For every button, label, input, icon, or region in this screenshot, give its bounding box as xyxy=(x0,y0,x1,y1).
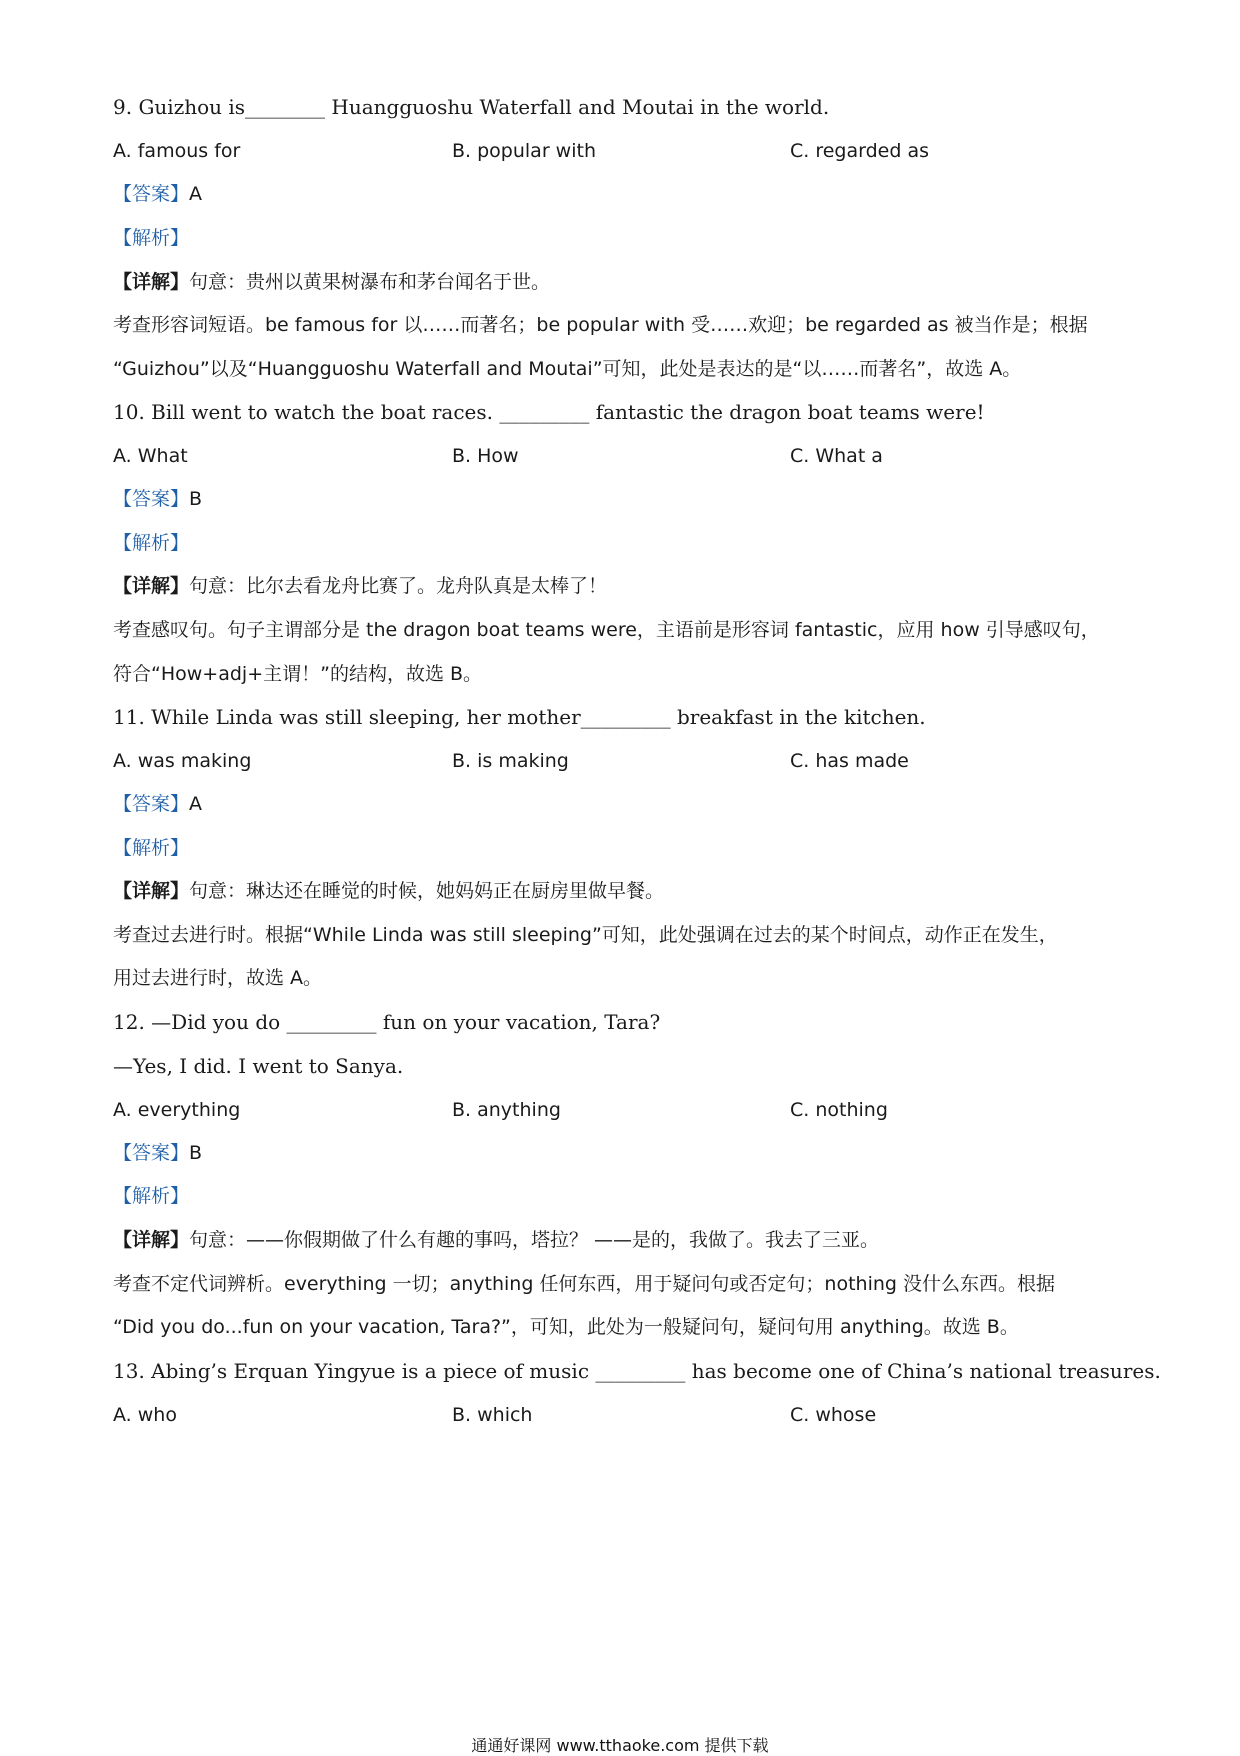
detail-text: 句意：比尔去看龙舟比赛了。龙舟队真是太棒了！ xyxy=(189,575,608,597)
answer-value: B xyxy=(189,1142,203,1164)
question-9-option-c: C. regarded as xyxy=(790,140,930,162)
answer-value: A xyxy=(189,183,203,205)
question-11-answer xyxy=(113,792,202,816)
question-11-detail xyxy=(113,879,664,903)
answer-value: B xyxy=(189,488,203,510)
page-footer: 通通好课网 www.tthaoke.com 提供下载 xyxy=(471,1736,769,1755)
question-11-explanation-line-2: 用过去进行时，故选 A。 xyxy=(113,967,323,989)
question-9-explanation-line-2: “Guizhou”以及“Huangguoshu Waterfall and Moutai”可知，此处是表达的是“以……而著名”，故选 A。 xyxy=(113,358,1022,380)
question-10-answer xyxy=(113,487,202,511)
question-12-answer xyxy=(113,1141,202,1165)
question-13-option-c: C. whose xyxy=(790,1404,877,1426)
question-10-option-a: A. What xyxy=(113,445,188,467)
question-12-explanation-line-1: 考查不定代词辨析。everything 一切；anything 任何东西，用于疑问句或否定句；nothing 没什么东西。根据 xyxy=(113,1273,1056,1295)
detail-text: 句意：——你假期做了什么有趣的事吗，塔拉？ ——是的，我做了。我去了三亚。 xyxy=(189,1229,880,1251)
question-12-stem: 12. —Did you do _________ fun on your vacation, Tara? xyxy=(113,1010,661,1034)
question-10-explanation-line-1: 考查感叹句。句子主谓部分是 the dragon boat teams were，主语前是形容词 fantastic，应用 how 引导感叹句， xyxy=(113,619,1100,641)
question-11-explanation-line-1: 考查过去进行时。根据“While Linda was still sleeping”可知，此处强调在过去的某个时间点，动作正在发生， xyxy=(113,924,1058,946)
question-11-stem: 11. While Linda was still sleeping, her mother_________ breakfast in the kitchen. xyxy=(113,705,926,729)
question-13-stem: 13. Abing’s Erquan Yingyue is a piece of music _________ has become one of China’s national treasures. xyxy=(113,1359,1161,1383)
question-9-stem: 9. Guizhou is________ Huangguoshu Waterfall and Moutai in the world. xyxy=(113,95,830,119)
question-10-detail xyxy=(113,574,607,598)
question-9-answer xyxy=(113,182,202,206)
question-10-stem: 10. Bill went to watch the boat races. _________ fantastic the dragon boat teams were! xyxy=(113,400,985,424)
detail-tag: 【详解】 xyxy=(113,575,190,597)
answer-tag: 【答案】 xyxy=(113,793,190,815)
question-10-option-c: C. What a xyxy=(790,445,883,467)
question-13-option-b: B. which xyxy=(452,1404,533,1426)
question-12-option-c: C. nothing xyxy=(790,1099,888,1121)
question-11-option-b: B. is making xyxy=(452,750,569,772)
question-12-explanation-line-2: “Did you do...fun on your vacation, Tara?”，可知，此处为一般疑问句，疑问句用 anything。故选 B。 xyxy=(113,1316,1019,1338)
question-12-option-a: A. everything xyxy=(113,1099,241,1121)
detail-tag: 【详解】 xyxy=(113,1229,190,1251)
answer-tag: 【答案】 xyxy=(113,488,190,510)
answer-tag: 【答案】 xyxy=(113,183,190,205)
question-9-analysis-tag: 【解析】 xyxy=(113,227,190,249)
question-12-analysis-tag: 【解析】 xyxy=(113,1185,190,1207)
detail-text: 句意：琳达还在睡觉的时候，她妈妈正在厨房里做早餐。 xyxy=(189,880,665,902)
question-11-option-c: C. has made xyxy=(790,750,909,772)
question-9-option-b: B. popular with xyxy=(452,140,596,162)
answer-tag: 【答案】 xyxy=(113,1142,190,1164)
question-12-stem-response: —Yes, I did. I went to Sanya. xyxy=(113,1054,404,1078)
question-9-detail xyxy=(113,270,550,294)
question-12-detail xyxy=(113,1228,879,1252)
question-9-explanation-line-1: 考查形容词短语。be famous for 以……而著名；be popular with 受……欢迎；be regarded as 被当作是；根据 xyxy=(113,314,1088,336)
question-12-option-b: B. anything xyxy=(452,1099,561,1121)
detail-tag: 【详解】 xyxy=(113,880,190,902)
question-10-explanation-line-2: 符合“How+adj+主谓！”的结构，故选 B。 xyxy=(113,663,483,685)
question-10-option-b: B. How xyxy=(452,445,519,467)
question-11-option-a: A. was making xyxy=(113,750,252,772)
answer-value: A xyxy=(189,793,203,815)
question-9-option-a: A. famous for xyxy=(113,140,241,162)
question-10-analysis-tag: 【解析】 xyxy=(113,532,190,554)
detail-tag: 【详解】 xyxy=(113,271,190,293)
detail-text: 句意：贵州以黄果树瀑布和茅台闻名于世。 xyxy=(189,271,551,293)
question-13-option-a: A. who xyxy=(113,1404,177,1426)
question-11-analysis-tag: 【解析】 xyxy=(113,837,190,859)
